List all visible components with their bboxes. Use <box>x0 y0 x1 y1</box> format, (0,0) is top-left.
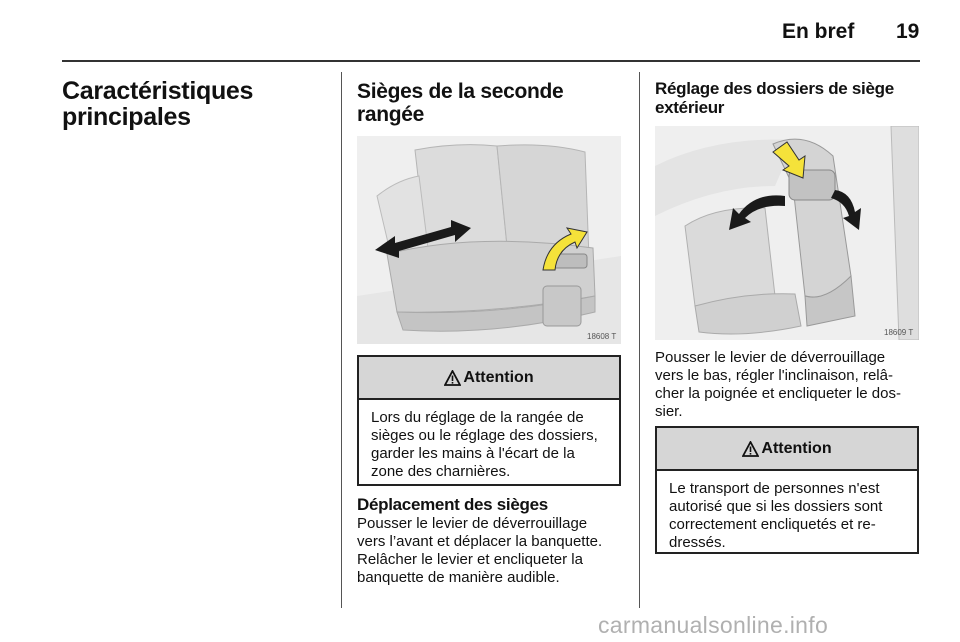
body-line: sier. <box>655 403 683 420</box>
subsection-heading-line-2: extérieur <box>655 98 725 117</box>
section-heading <box>62 78 332 130</box>
backrest-adjust-illustration <box>655 126 919 340</box>
running-header-title: En bref <box>782 20 855 43</box>
body-line: Pousser le levier de déverrouillage <box>357 515 588 532</box>
subsection-heading-backrest <box>655 79 925 117</box>
subsection-heading-line-1: Sièges de la seconde <box>357 80 564 103</box>
warning-title: Attention <box>761 439 832 457</box>
warning-box-transport <box>655 426 919 554</box>
warning-triangle-icon <box>742 441 759 457</box>
column-divider-2 <box>639 72 640 608</box>
column-divider-1 <box>341 72 342 608</box>
section-heading-line-2: principales <box>62 103 191 131</box>
figure-backrest-adjust <box>655 126 919 340</box>
figure-code: 18608 T <box>587 332 617 341</box>
warning-line: sièges ou le réglage des dossiers, <box>371 427 598 444</box>
figure-second-row-seats <box>357 136 621 344</box>
warning-box-hinges <box>357 355 621 486</box>
warning-line: autorisé que si les dossiers sont <box>669 498 883 515</box>
warning-triangle-icon <box>444 370 461 386</box>
warning-line: Lors du réglage de la rangée de <box>371 409 584 426</box>
warning-text <box>657 471 917 560</box>
body-line: vers l’avant et déplacer la banquette. <box>357 533 603 550</box>
warning-line: Le transport de personnes n'est <box>669 480 880 497</box>
warning-line: zone des charnières. <box>371 463 511 480</box>
body-line: cher la poignée et encliqueter le dos- <box>655 385 901 402</box>
body-line: Relâcher le levier et encliqueter la <box>357 551 583 568</box>
page-number: 19 <box>896 20 920 43</box>
body-line: vers le bas, régler l'inclinaison, relâ- <box>655 367 893 384</box>
subsection-heading-line-1: Réglage des dossiers de siège <box>655 79 894 98</box>
subsection-heading-second-row <box>357 80 627 126</box>
header-rule <box>62 60 920 62</box>
warning-line: dressés. <box>669 534 726 551</box>
warning-text <box>359 400 619 489</box>
section-heading-line-1: Caractéristiques <box>62 77 254 105</box>
seat-slide-illustration <box>357 136 621 344</box>
warning-line: correctement encliquetés et re- <box>669 516 876 533</box>
watermark-link[interactable]: carmanualsonline.info <box>598 612 829 638</box>
subsection-heading-line-2: rangée <box>357 103 425 126</box>
warning-header <box>359 357 619 400</box>
warning-title: Attention <box>463 368 534 386</box>
body-line: banquette de manière audible. <box>357 569 560 586</box>
body-text-backrest <box>655 349 930 421</box>
body-text-seat-move <box>357 515 637 587</box>
warning-header <box>657 428 917 471</box>
subheading-seat-move: Déplacement des sièges <box>357 495 548 514</box>
body-line: Pousser le levier de déverrouillage <box>655 349 886 366</box>
warning-line: garder les mains à l'écart de la <box>371 445 575 462</box>
figure-code: 18609 T <box>884 328 914 337</box>
